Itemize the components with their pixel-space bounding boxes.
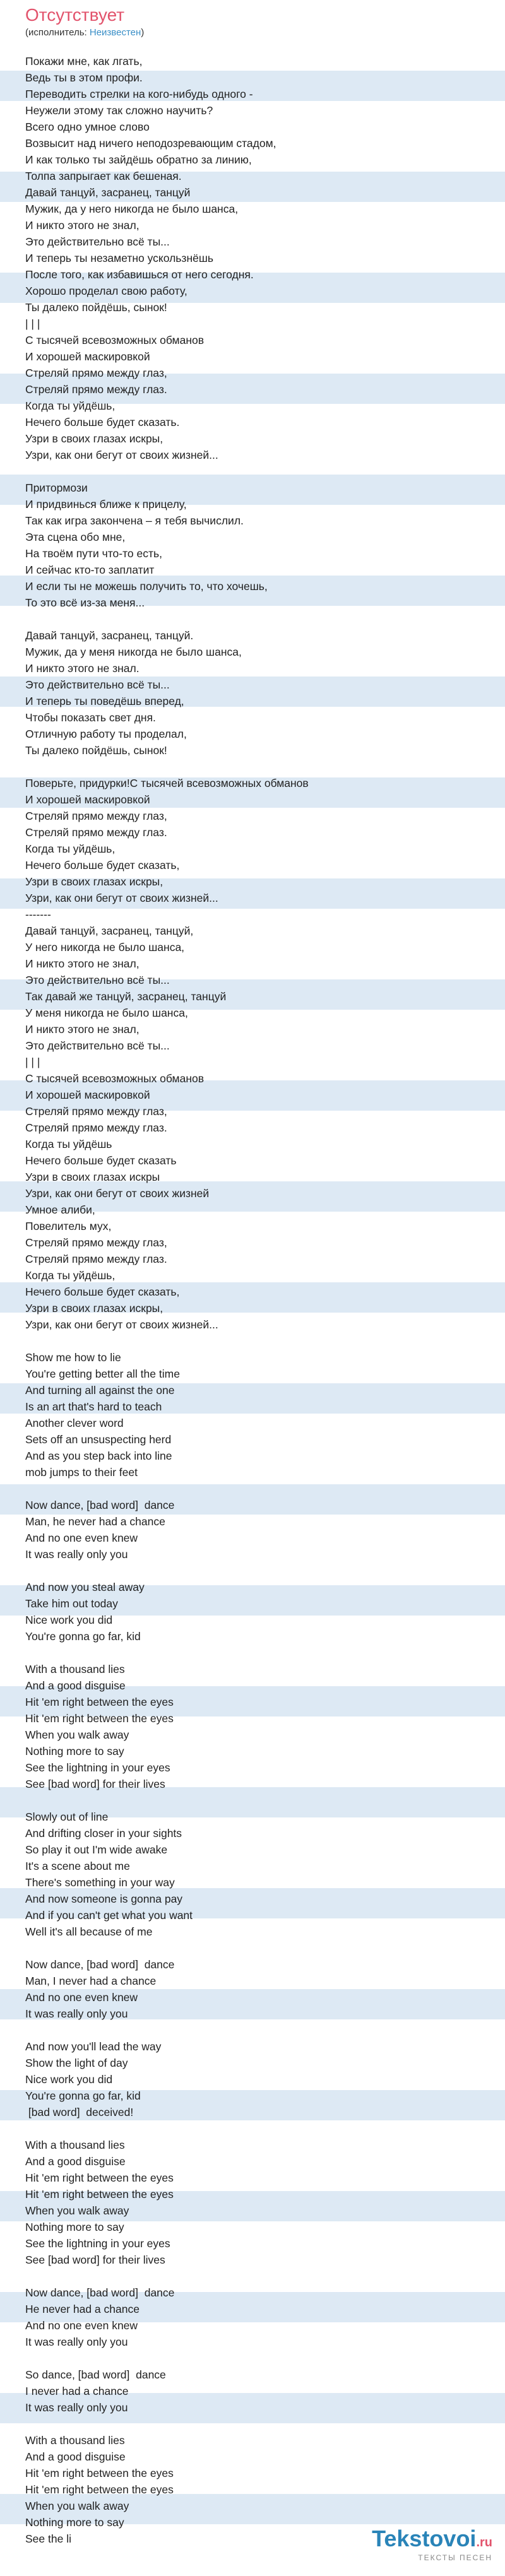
- lyric-line: Is an art that's hard to teach: [25, 1400, 162, 1413]
- lyric-line: Nothing more to say: [25, 1745, 124, 1758]
- lyric-line: See [bad word] for their lives: [25, 1778, 165, 1790]
- lyric-line: And as you step back into line: [25, 1450, 172, 1462]
- lyric-line: You're gonna go far, kid: [25, 2089, 141, 2102]
- lyric-line: Мужик, да у него никогда не было шанса,: [25, 203, 239, 215]
- lyric-line: Умное алиби,: [25, 1203, 95, 1216]
- lyric-line: Well it's all because of me: [25, 1925, 153, 1938]
- lyric-line: | | |: [25, 317, 40, 330]
- lyric-line: На твоём пути что-то есть,: [25, 547, 162, 560]
- lyric-line: [25, 2022, 505, 2038]
- artist-suffix: ): [141, 27, 145, 38]
- lyric-line: It was really only you: [25, 2336, 128, 2348]
- lyric-line: Узри в своих глазах искры,: [25, 1302, 163, 1315]
- lyric-line: Man, he never had a chance: [25, 1515, 165, 1528]
- lyric-line: And a good disguise: [25, 2155, 126, 2168]
- lyric-line: Нечего больше будет сказать: [25, 1154, 177, 1167]
- logo-main-text: Tekstovoi: [372, 2526, 477, 2551]
- lyric-line: Неужели этому так сложно научить?: [25, 104, 213, 117]
- lyric-line: [25, 2268, 505, 2284]
- lyric-line: Нечего больше будет сказать.: [25, 416, 180, 428]
- lyric-line: Толпа запрыгает как бешеная.: [25, 170, 182, 182]
- lyric-line: Мужик, да у меня никогда не было шанса,: [25, 646, 242, 658]
- lyric-line: И никто этого не знал,: [25, 1023, 140, 1036]
- lyric-line: Нечего больше будет сказать,: [25, 1285, 180, 1298]
- lyric-line: And now you steal away: [25, 1581, 145, 1593]
- lyric-line: То это всё из-за меня...: [25, 596, 145, 609]
- lyric-line: Всего одно умное слово: [25, 121, 150, 133]
- lyric-line: Man, I never had a chance: [25, 1975, 157, 1987]
- lyric-line: Когда ты уйдёшь,: [25, 842, 116, 855]
- lyric-line: [25, 1333, 505, 1349]
- lyric-line: -------: [25, 908, 51, 921]
- lyric-line: And a good disguise: [25, 1679, 126, 1692]
- lyric-line: It was really only you: [25, 2401, 128, 2414]
- lyric-line: See the lightning in your eyes: [25, 2237, 170, 2250]
- lyric-line: [25, 1940, 505, 1956]
- lyric-line: Узри, как они бегут от своих жизней: [25, 1187, 210, 1200]
- lyric-line: Узри, как они бегут от своих жизней...: [25, 449, 218, 461]
- lyric-line: [bad word] deceived!: [25, 2106, 134, 2118]
- lyric-line: И если ты не можешь получить то, что хочешь,: [25, 580, 268, 593]
- lyric-line: Take him out today: [25, 1597, 118, 1610]
- lyric-line: И никто этого не знал,: [25, 957, 140, 970]
- lyric-line: It was really only you: [25, 2007, 128, 2020]
- lyric-line: Ты далеко пойдёшь, сынок!: [25, 301, 167, 314]
- lyric-line: И никто этого не знал.: [25, 662, 140, 675]
- lyric-line: Узри, как они бегут от своих жизней...: [25, 1318, 218, 1331]
- lyric-line: Давай танцуй, засранец, танцуй: [25, 186, 191, 199]
- lyric-line: [25, 1792, 505, 1809]
- lyric-line: Ведь ты в этом профи.: [25, 71, 143, 84]
- lyric-line: Узри в своих глазах искры: [25, 1171, 160, 1183]
- lyric-line: Hit 'em right between the eyes: [25, 2467, 174, 2479]
- lyric-line: Nice work you did: [25, 2073, 113, 2086]
- lyric-line: Hit 'em right between the eyes: [25, 1712, 174, 1725]
- lyric-line: Когда ты уйдёшь,: [25, 399, 116, 412]
- lyric-line: Это действительно всё ты...: [25, 974, 170, 986]
- lyric-line: Стреляй прямо между глаз.: [25, 826, 167, 839]
- lyric-line: И хорошей маскировкой: [25, 793, 150, 806]
- lyric-line: Узри в своих глазах искры,: [25, 875, 163, 888]
- lyric-line: It's a scene about me: [25, 1860, 130, 1872]
- lyric-line: Поверьте, придурки!С тысячей всевозможных обманов: [25, 777, 309, 789]
- lyric-line: You're getting better all the time: [25, 1368, 180, 1380]
- lyric-line: He never had a chance: [25, 2303, 140, 2315]
- lyrics-text: [25, 53, 505, 2547]
- lyric-line: Когда ты уйдёшь: [25, 1138, 112, 1150]
- lyric-line: Hit 'em right between the eyes: [25, 1696, 174, 1708]
- lyric-line: And no one even knew: [25, 1991, 138, 2004]
- lyric-line: Так как игра закончена – я тебя вычислил.: [25, 514, 244, 527]
- lyric-line: And drifting closer in your sights: [25, 1827, 182, 1840]
- lyric-line: У него никогда не было шанса,: [25, 941, 185, 954]
- lyric-line: Sets off an unsuspecting herd: [25, 1433, 172, 1446]
- lyric-line: | | |: [25, 1056, 40, 1068]
- lyric-line: Now dance, [bad word] dance: [25, 1499, 175, 1511]
- lyric-line: У меня никогда не было шанса,: [25, 1007, 188, 1019]
- lyric-line: Slowly out of line: [25, 1811, 109, 1823]
- lyric-line: Эта сцена обо мне,: [25, 531, 126, 543]
- lyric-line: Чтобы показать свет дня.: [25, 711, 156, 724]
- artist-link[interactable]: Неизвестен: [89, 27, 141, 38]
- lyric-line: Покажи мне, как лгать,: [25, 55, 143, 68]
- lyric-line: See the lightning in your eyes: [25, 1761, 170, 1774]
- lyric-line: Hit 'em right between the eyes: [25, 2171, 174, 2184]
- lyric-line: Стреляй прямо между глаз,: [25, 810, 167, 822]
- lyric-line: И никто этого не знал,: [25, 219, 140, 232]
- lyric-line: Узри в своих глазах искры,: [25, 432, 163, 445]
- lyric-line: [25, 2120, 505, 2137]
- lyric-line: [25, 1480, 505, 1497]
- lyric-line: And no one even knew: [25, 2319, 138, 2332]
- lyric-line: Давай танцуй, засранец, танцуй.: [25, 629, 194, 642]
- lyric-line: Так давай же танцуй, засранец, танцуй: [25, 990, 227, 1003]
- lyric-line: Стреляй прямо между глаз.: [25, 1253, 167, 1265]
- lyric-line: See the li: [25, 2532, 71, 2545]
- lyric-line: And now someone is gonna pay: [25, 1893, 183, 1905]
- lyric-line: Стреляй прямо между глаз.: [25, 383, 167, 396]
- lyric-line: Давай танцуй, засранец, танцуй,: [25, 925, 194, 937]
- lyric-line: И хорошей маскировкой: [25, 1089, 150, 1101]
- lyric-line: С тысячей всевозможных обманов: [25, 1072, 205, 1085]
- lyric-line: When you walk away: [25, 2500, 129, 2512]
- lyric-line: mob jumps to their feet: [25, 1466, 138, 1479]
- lyric-line: I never had a chance: [25, 2385, 129, 2397]
- lyric-line: Show me how to lie: [25, 1351, 121, 1364]
- lyric-line: Когда ты уйдёшь,: [25, 1269, 116, 1282]
- logo-wordmark: [372, 2527, 492, 2555]
- artist-prefix: (исполнитель:: [25, 27, 90, 38]
- lyric-line: And turning all against the one: [25, 1384, 175, 1397]
- lyric-line: Хорошо проделал свою работу,: [25, 285, 187, 297]
- lyric-line: Стреляй прямо между глаз,: [25, 1236, 167, 1249]
- lyric-line: Nothing more to say: [25, 2516, 124, 2529]
- lyric-line: Это действительно всё ты...: [25, 1039, 170, 1052]
- lyric-line: [25, 759, 505, 775]
- lyric-line: Узри, как они бегут от своих жизней...: [25, 892, 218, 904]
- logo-tagline: ТЕКСТЫ ПЕСЕН: [418, 2553, 492, 2562]
- lyric-line: И сейчас кто-то заплатит: [25, 564, 155, 576]
- site-logo[interactable]: [372, 2527, 492, 2562]
- lyric-line: Это действительно всё ты...: [25, 678, 170, 691]
- lyric-line: You're gonna go far, kid: [25, 1630, 141, 1643]
- lyric-line: Стреляй прямо между глаз.: [25, 1121, 167, 1134]
- lyric-line: See [bad word] for their lives: [25, 2254, 165, 2266]
- lyric-line: Ты далеко пойдёшь, сынок!: [25, 744, 167, 757]
- lyric-line: Это действительно всё ты...: [25, 235, 170, 248]
- lyric-line: So dance, [bad word] dance: [25, 2368, 166, 2381]
- lyric-line: And no one even knew: [25, 1532, 138, 1544]
- artist-line: [25, 27, 505, 39]
- lyric-line: When you walk away: [25, 2204, 129, 2217]
- lyric-line: It was really only you: [25, 1548, 128, 1561]
- lyric-line: With a thousand lies: [25, 2139, 125, 2151]
- lyric-line: Show the light of day: [25, 2057, 128, 2069]
- lyric-line: Возвысит над ничего неподозревающим стадом,: [25, 137, 276, 150]
- lyric-line: И теперь ты незаметно ускользнёшь: [25, 252, 214, 264]
- lyric-line: Nice work you did: [25, 1614, 113, 1626]
- lyric-line: Hit 'em right between the eyes: [25, 2483, 174, 2496]
- lyric-line: Отличную работу ты проделал,: [25, 728, 187, 740]
- lyric-line: [25, 1563, 505, 1579]
- lyric-line: И теперь ты поведёшь вперед,: [25, 695, 184, 707]
- lyric-line: When you walk away: [25, 1728, 129, 1741]
- song-title: Отсутствует: [25, 5, 125, 25]
- lyric-line: Now dance, [bad word] dance: [25, 2286, 175, 2299]
- lyric-line: Nothing more to say: [25, 2221, 124, 2233]
- lyric-line: Now dance, [bad word] dance: [25, 1958, 175, 1971]
- lyric-line: And a good disguise: [25, 2450, 126, 2463]
- lyric-line: With a thousand lies: [25, 2434, 125, 2447]
- lyric-line: Переводить стрелки на кого-нибудь одного -: [25, 88, 253, 100]
- lyric-line: И хорошей маскировкой: [25, 350, 150, 363]
- lyric-line: С тысячей всевозможных обманов: [25, 334, 205, 346]
- lyric-line: There's something in your way: [25, 1876, 175, 1889]
- lyric-line: Повелитель мух,: [25, 1220, 112, 1232]
- lyric-line: So play it out I'm wide awake: [25, 1843, 168, 1856]
- lyric-line: [25, 611, 505, 627]
- lyric-line: И придвинься ближе к прицелу,: [25, 498, 187, 511]
- lyric-line: And if you can't get what you want: [25, 1909, 193, 1922]
- lyric-line: [25, 2416, 505, 2432]
- lyric-line: With a thousand lies: [25, 1663, 125, 1675]
- lyric-line: Another clever word: [25, 1417, 124, 1429]
- lyric-line: And now you'll lead the way: [25, 2040, 162, 2053]
- lyric-line: [25, 463, 505, 480]
- lyric-line: После того, как избавишься от него сегодня.: [25, 268, 254, 281]
- lyric-line: Стреляй прямо между глаз,: [25, 367, 167, 379]
- lyric-line: Нечего больше будет сказать,: [25, 859, 180, 871]
- lyric-line: [25, 2350, 505, 2366]
- lyric-line: Стреляй прямо между глаз,: [25, 1105, 167, 1118]
- lyric-line: [25, 1645, 505, 1661]
- lyric-line: И как только ты зайдёшь обратно за линию,: [25, 153, 252, 166]
- lyric-line: Притормози: [25, 482, 88, 494]
- logo-tld: .ru: [476, 2536, 492, 2549]
- lyric-line: Hit 'em right between the eyes: [25, 2188, 174, 2201]
